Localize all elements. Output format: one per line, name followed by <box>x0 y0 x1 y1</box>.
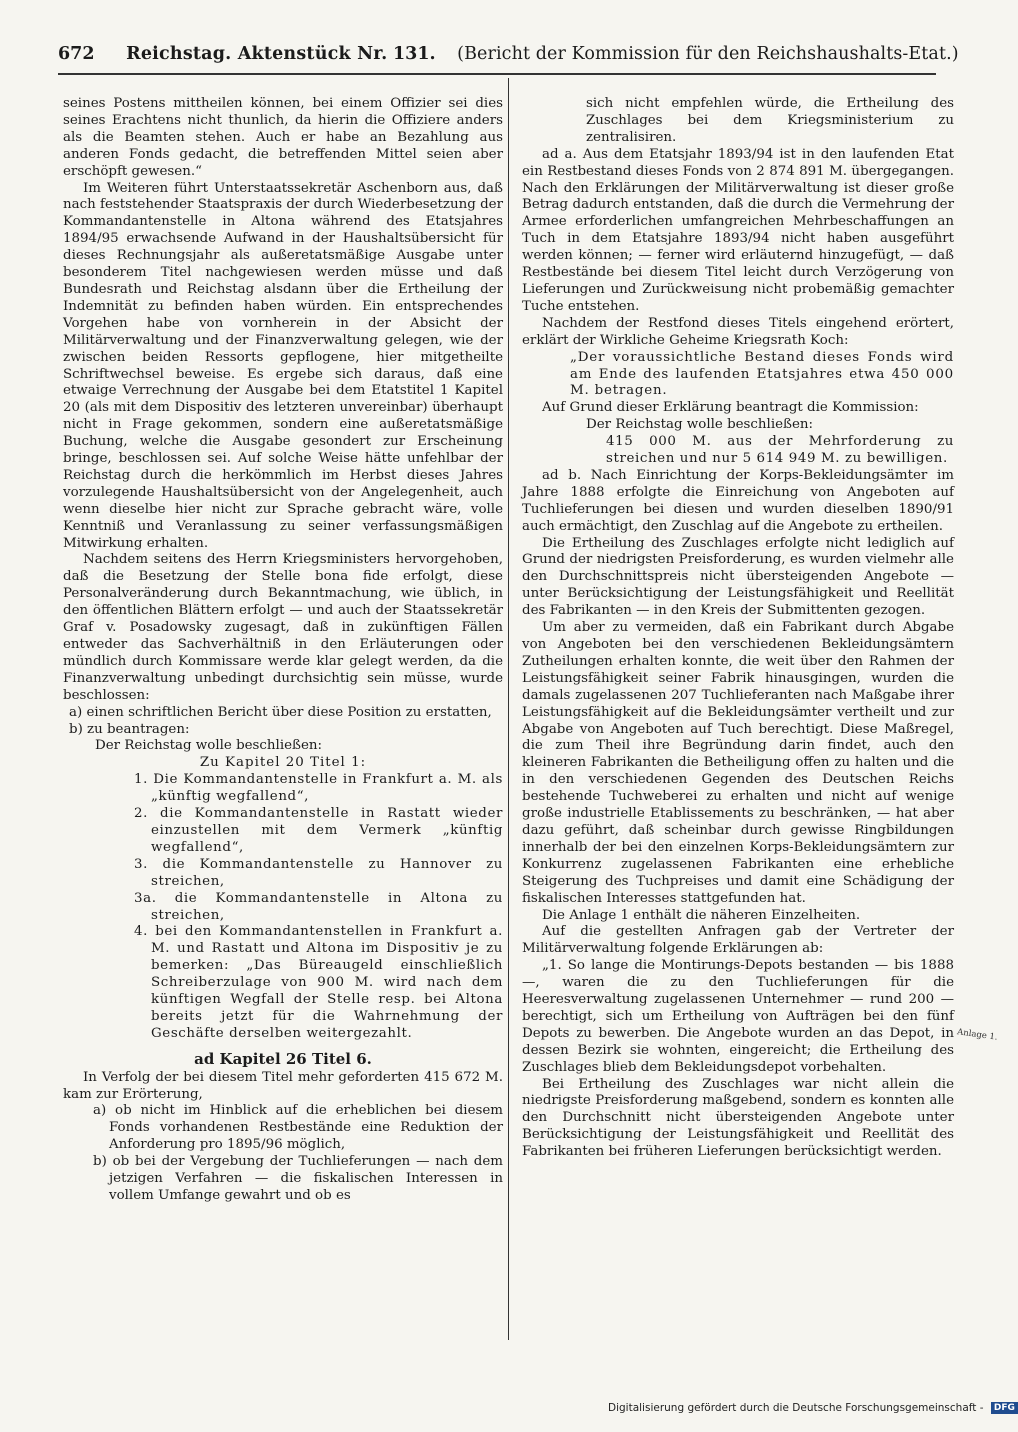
paragraph: seines Postens mittheilen können, bei einem Offizier sei dies seines Erachtens nicht thunlich, da hierin die Offiziere anders als die Beamten stehen. Auch er habe an Bezahlung aus anderen Fonds gedacht, die betreffenden Mittel seien aber erschöpft gewesen.“ <box>63 96 503 179</box>
header-title: Reichstag. Aktenstück Nr. <box>126 44 388 64</box>
motion-text: 415 000 M. aus der Mehrforderung zu streichen und nur 5 614 949 M. zu bewilligen. <box>606 434 954 467</box>
list-item: 2. die Kommandantenstelle in Rastatt wieder einzustellen mit dem Vermerk „künftig wegfallend“, <box>134 806 503 855</box>
motion-line: Der Reichstag wolle beschließen: <box>95 738 323 754</box>
quote: „Der voraussichtliche Bestand dieses Fonds wird am Ende des laufenden Etatsjahres etwa 450 000 M. betragen. <box>570 349 954 399</box>
header-rule <box>58 73 936 75</box>
paragraph: „1. So lange die Montirungs-Depots bestanden — bis 1888 —, waren die zu den Tuchlieferungen für die Heeresverwaltung zugelassenen Unternehmer — rund 200 — berechtigt, sich um Ertheilung von Aufträgen bei den fünf Depots zu bewerben. Die Angebote wurden an das Depot, in dessen Bezirk sie wohnten, eingereicht; die Ertheilung des Zuschlages blieb dem Bekleidungsdepot vorbehalten. <box>522 958 954 1075</box>
paragraph: Die Anlage 1 enthält die näheren Einzelheiten. <box>542 907 861 923</box>
paragraph: Im Weiteren führt Unterstaatssekretär Aschenborn aus, daß nach feststehender Staatspraxis der durch Wiederbesetzung der Kommandantenstelle in Altona während des Etatsjahres 1894/95 erwachsende Aufwand in der Haushaltsübersicht für dieses Rechnungsjahr als außeretatsmäßige Ausgabe unter besonderem Titel nachgewiesen werden müsse und daß Bundesrath und Reichstag alsdann über die Ertheilung der Indemnität zu befinden haben würden. Ein entsprechendes Vorgehen habe von vornherein in der Absicht der Militärverwaltung und der Finanzverwaltung gelegen, wie der zwischen beiden Ressorts gepflogene, hier mitgetheilte Schriftwechsel beweise. Es ergebe sich daraus, daß eine etwaige Verrechnung der Ausgabe bei dem Etatstitel 1 Kapitel 20 (als mit dem Dispositiv des letzteren unvereinbar) überhaupt nicht in Frage gekommen, sondern eine außeretatsmäßige Buchung, welche die Ausgabe gesondert zur Erscheinung bringe, beschlossen sei. Auf solche Weise hätte unfehlbar der Reichstag durch die herkömmlich im Herbst dieses Jahres vorzulegende Haushaltsübersicht von der Angelegenheit, auch wenn dieselbe hier nicht zur Sprache gebracht wäre, volle Kenntniß und Veranlassung zu seiner verfassungsmäßigen Mitwirkung erhalten. <box>63 180 503 551</box>
left-column <box>63 96 503 1205</box>
paragraph: Auf Grund dieser Erklärung beantragt die Kommission: <box>542 400 919 416</box>
paragraph: Auf die gestellten Anfragen gab der Vertreter der Militärverwaltung folgende Erklärungen ab: <box>522 924 954 957</box>
page-number: 672 <box>58 44 95 64</box>
paragraph: Nachdem der Restfond dieses Titels eingehend erörtert, erklärt der Wirkliche Geheime Kriegsrath Koch: <box>522 315 954 348</box>
footer <box>608 1402 1018 1414</box>
paragraph: In Verfolg der bei diesem Titel mehr geforderten 415 672 M. kam zur Erörterung, <box>63 1069 503 1102</box>
list-item: b) ob bei der Vergebung der Tuchlieferungen — nach dem jetzigen Verfahren — die fiskalischen Interessen in vollem Umfange gewahrt und ob es <box>93 1154 503 1203</box>
column-divider <box>508 78 509 1340</box>
paragraph: sich nicht empfehlen würde, die Ertheilung des Zuschlages bei dem Kriegsministerium zu zentralisiren. <box>586 96 954 145</box>
list-item: 1. Die Kommandantenstelle in Frankfurt a. M. als „künftig wegfallend“, <box>134 772 503 805</box>
header-subtitle: (Bericht der Kommission für den Reichshaushalts-Etat.) <box>457 44 959 64</box>
paragraph: Um aber zu vermeiden, daß ein Fabrikant durch Abgabe von Angeboten bei den verschiedenen Bekleidungsämtern Zutheilungen erhalten konnte, die weit über den Rahmen der Leistungsfähigkeit seiner Fabrik hinausgingen, wurden die damals zugelassenen 207 Tuchlieferanten nach Maßgabe ihrer Leistungsfähigkeit auf die Bekleidungsämter vertheilt und zur Abgabe von Angeboten auf Tuch berechtigt. Diese Maßregel, die zum Theil ihre Begründung darin findet, auch den kleineren Fabrikanten die Betheiligung offen zu halten und die in den verschiedenen Gegenden des Deutschen Reichs bestehende Tuchweberei zu erhalten und nicht auf wenige große industrielle Etablissements zu beschränken, — hat aber dazu geführt, daß scheinbar durch gewisse Ringbildungen innerhalb der bei den einzelnen Korps-Bekleidungsämtern zur Konkurrenz zugelassenen Fabrikanten eine erhebliche Steigerung des Tuchpreises und damit eine Schädigung der fiskalischen Interesses stattgefunden hat. <box>522 620 954 906</box>
list-item: a) ob nicht im Hinblick auf die erheblichen bei diesem Fonds vorhandenen Restbestände eine Reduktion der Anforderung pro 1895/96 möglich, <box>93 1103 503 1153</box>
page-header <box>58 44 959 64</box>
paragraph: ad b. Nach Einrichtung der Korps-Bekleidungsämter im Jahre 1888 erfolgte die Einreichung von Angeboten auf Tuchlieferungen bei diesen und wurden dieselben 1890/91 auch ermächtigt, den Zuschlag auf die Angebote zu ertheilen. <box>522 467 954 534</box>
chapter-title: Zu Kapitel 20 Titel 1: <box>199 755 367 771</box>
footer-text: Digitalisierung gefördert durch die Deutsche Forschungsgemeinschaft - <box>608 1402 984 1414</box>
dfg-logo: DFG <box>991 1402 1018 1414</box>
paragraph: Bei Ertheilung des Zuschlages war nicht allein die niedrigste Preisforderung maßgebend, sondern es konnten alle den Durchschnitt nicht übersteigenden Angebote unter Berücksichtigung der Leistungsfähigkeit und Reellität des Fabrikanten bei früheren Lieferungen berücksichtigt werden. <box>522 1076 954 1160</box>
list-item: a) einen schriftlichen Bericht über diese Position zu erstatten, <box>69 704 492 720</box>
list-item: 4. bei den Kommandantenstellen in Frankfurt a. M. und Rastatt und Altona im Dispositiv je zu bemerken: „Das Büreaugeld einschließlich Schreiberzulage von 900 M. wird nach dem künftigen Wegfall der Stelle resp. bei Altona bereits jetzt für die Wahrnehmung der Geschäfte derselben weitergezahlt. <box>134 924 503 1041</box>
margin-note: Anlage 1. <box>956 1027 999 1043</box>
paragraph: ad a. Aus dem Etatsjahr 1893/94 ist in den laufenden Etat ein Restbestand dieses Fonds von 2 874 891 M. übergegangen. Nach den Erklärungen der Militärverwaltung ist dieser große Betrag dadurch entstanden, daß die durch die Vermehrung der Armee erforderlichen umfangreichen Mehrbeschaffungen an Tuch in dem Etatsjahre 1893/94 nicht haben ausgeführt werden können; — ferner wird erläuternd hinzugefügt, — daß Restbestände bei diesem Titel leicht durch Verzögerung von Lieferungen und Zurückweisung nicht probemäßig gemachter Tuche entstehen. <box>522 146 954 314</box>
section-heading: ad Kapitel 26 Titel 6. <box>194 1049 372 1068</box>
list-item: 3. die Kommandantenstelle zu Hannover zu streichen, <box>134 856 503 889</box>
motion-line: Der Reichstag wolle beschließen: <box>586 417 814 433</box>
right-column <box>522 96 954 1161</box>
paragraph: Nachdem seitens des Herrn Kriegsministers hervorgehoben, daß die Besetzung der Stelle bona fide erfolgt, diese Personalveränderung durch Bekanntmachung, wie üblich, in den öffentlichen Blättern erfolgt — und auch der Staatssekretär Graf v. Posadowsky zugesagt, daß in zukünftigen Fällen entweder das Sachverhältniß in den Erläuterungen oder mündlich durch Kommissare werde klar gelegt werden, da die Finanzverwaltung unbedingt durchsichtig sein müsse, wurde beschlossen: <box>63 552 503 703</box>
list-item: b) zu beantragen: <box>69 721 190 737</box>
document-number: 131. <box>392 44 436 64</box>
paragraph: Die Ertheilung des Zuschlages erfolgte nicht lediglich auf Grund der niedrigsten Preisforderung, es wurden vielmehr alle den Durchschnittspreis nicht übersteigenden Angebote — unter Berücksichtigung der Leistungsfähigkeit und Reellität des Fabrikanten — in den Kreis der Submittenten gezogen. <box>522 535 954 619</box>
list-item: 3a. die Kommandantenstelle in Altona zu streichen, <box>134 890 503 923</box>
